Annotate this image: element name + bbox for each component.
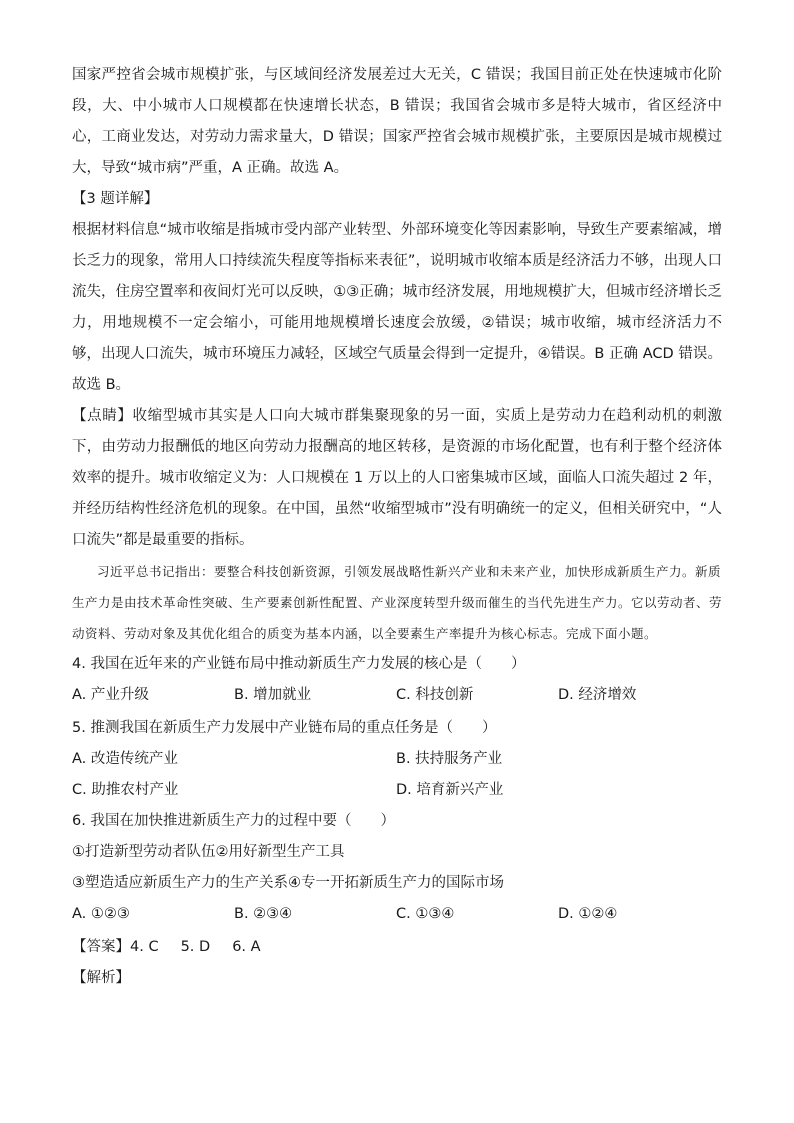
option-d: D. ①②④ — [558, 906, 618, 922]
heading-q3-detail: 【3 题详解】 — [72, 191, 159, 207]
option-c: C. ①③④ — [396, 906, 455, 922]
paragraph-q2-explanation: 国家严控省会城市规模扩张，与区域间经济发展差过大无关，C 错误；我国目前正处在快速城市化阶段，大、中小城市人口规模都在快速增长状态，B 错误；我国省会城市多是特大城市，省区经济中心，工商业发达，对劳动力需求量大，D 错误；国家严控省会城市规模扩张，主要原因是城市规模过大，导致“城市病”严重，A 正确。故选 A。 — [72, 67, 722, 176]
question-6-statement-1: ①打造新型劳动者队伍②用好新型生产工具 — [72, 844, 345, 860]
paragraph-q3-explanation: 根据材料信息“城市收缩是指城市受内部产业转型、外部环境变化等因素影响，导致生产要素缩减，增长乏力的现象，常用人口持续流失程度等指标来表征”，说明城市收缩本质是经济活力不够，出现人口流失，住房空置率和夜间灯光可以反映，①③正确；城市经济发展，用地规模扩大，但城市经济增长乏力，用地规模不一定会缩小，可能用地规模增长速度会放缓，②错误；城市收缩，城市经济活力不够，出现人口流失，城市环境压力减轻，区域空气质量会得到一定提升，④错误。B 正确 ACD 错误。故选 B。 — [72, 222, 722, 393]
answer-line — [72, 932, 722, 963]
answer-5: 5. D — [180, 939, 211, 955]
option-a: A. ①②③ — [72, 906, 130, 922]
option-a: A. 改造传统产业 — [72, 751, 178, 767]
option-a: A. 产业升级 — [72, 687, 149, 703]
option-d: D. 经济增效 — [558, 687, 637, 703]
question-4 — [72, 649, 722, 711]
question-4-stem: 4. 我国在近年来的产业链布局中推动新质生产力发展的核心是（ ） — [72, 656, 526, 672]
option-b: B. 增加就业 — [234, 687, 312, 703]
option-b: B. ②③④ — [234, 906, 293, 922]
option-c: C. 科技创新 — [396, 687, 474, 703]
option-c: C. 助推农村产业 — [72, 782, 179, 798]
option-d: D. 培育新兴产业 — [396, 782, 504, 798]
answer-label: 【答案】 — [72, 939, 130, 955]
answer-6: 6. A — [232, 939, 261, 955]
document-page — [72, 60, 722, 994]
paragraph-material-intro: 习近平总书记指出：要整合科技创新资源，引领发展战略性新兴产业和未来产业，加快形成新质生产力。新质生产力是由技术革命性突破、生产要素创新性配置、产业深度转型升级而催生的当代先进生产力。它以劳动者、劳动资料、劳动对象及其优化组合的质变为基本内涵，以全要素生产率提升为核心标志。完成下面小题。 — [72, 564, 723, 641]
question-6-stem: 6. 我国在加快推进新质生产力的过程中要（ ） — [72, 813, 395, 829]
option-b: B. 扶持服务产业 — [396, 751, 503, 767]
question-6-statement-2: ③塑造适应新质生产力的生产关系④专一开拓新质生产力的国际市场 — [72, 875, 504, 891]
question-5-options-row1 — [72, 744, 722, 775]
question-6-options — [72, 899, 722, 930]
analysis-heading: 【解析】 — [72, 970, 130, 986]
answer-4: 4. C — [130, 939, 159, 955]
question-5-options-row2 — [72, 775, 722, 806]
question-5-stem: 5. 推测我国在新质生产力发展中产业链布局的重点任务是（ ） — [72, 720, 497, 736]
question-4-options — [72, 680, 722, 711]
question-5 — [72, 713, 722, 806]
paragraph-tip: 【点睛】收缩型城市其实是人口向大城市群集聚现象的另一面，实质上是劳动力在趋利动机的刺激下，由劳动力报酬低的地区向劳动力报酬高的地区转移，是资源的市场化配置，也有利于整个经济体效率的提升。城市收缩定义为：人口规模在 1 万以上的人口密集城市区域，面临人口流失超过 2 年，并经历结构性经济危机的现象。在中国，虽然“收缩型城市”没有明确统一的定义，但相关研究中，“人口流失”都是最重要的指标。 — [72, 408, 722, 548]
question-6 — [72, 806, 722, 930]
